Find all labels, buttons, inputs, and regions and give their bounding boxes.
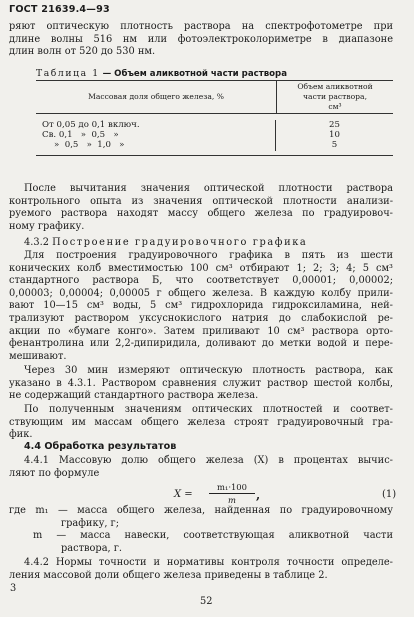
- text-line: мешивают.: [9, 350, 67, 362]
- table-cell: От 0,05 до 0,1 включ.: [42, 120, 140, 130]
- table-body: [36, 114, 393, 155]
- section-4-3-2-heading: [24, 237, 393, 250]
- text-line: Для построения градуировочного графика в пять из шести: [24, 250, 393, 261]
- table-cell: 10: [329, 130, 340, 141]
- table-cell: 25: [329, 120, 340, 130]
- paragraph-6: [9, 557, 393, 582]
- section-number: 4.3.2: [24, 237, 49, 248]
- text-line: ряют оптическую плотность раствора на спектрофотометре при: [9, 21, 393, 32]
- text-line: акции по «бумаге конго». Затем приливают 10 см³ раствора орто-: [9, 325, 393, 337]
- table-col-volume: [276, 120, 393, 151]
- text-line: графику, г;: [61, 517, 119, 529]
- data-table: [36, 80, 393, 156]
- table-header-col1: Массовая доля общего железа, %: [36, 81, 277, 113]
- table-cell: Св. 0,1 » 0,5 »: [42, 130, 119, 141]
- text-line: длин волн от 520 до 530 нм.: [9, 46, 156, 58]
- text-line: Через 30 мин измеряют оптическую плотность раствора, как: [24, 365, 393, 376]
- text-line: контрольного опыта из значения оптической плотности анализи-: [9, 195, 393, 207]
- table-cell: » 0,5 » 1,0 »: [54, 140, 125, 151]
- table-col-range: [36, 120, 276, 151]
- corner-mark: 3: [10, 583, 17, 594]
- section-4-4-heading: 4.4 Обработка результатов: [24, 441, 177, 452]
- text-line: 4.4.1 Массовую долю общего железа (X) в процентах вычис-: [24, 455, 393, 466]
- formula-fraction: [209, 482, 255, 505]
- page-number: 52: [200, 596, 213, 607]
- text-line: 0,00003; 0,00004; 0,00005 г общего железа. В каждую колбу прили-: [9, 287, 393, 299]
- formula-comma: ,: [256, 488, 261, 502]
- paragraph-5: [9, 455, 393, 480]
- text-line: фик.: [9, 429, 33, 441]
- text-line: ляют по формуле: [9, 467, 100, 479]
- formula-denominator: m: [228, 495, 236, 505]
- text-line: не содержащий стандартного раствора железа.: [9, 390, 259, 402]
- paragraph-3: [9, 365, 393, 403]
- formula-number: (1): [382, 489, 397, 500]
- text-line: m — масса навески, соответствующая аликвотной части: [33, 530, 393, 542]
- text-line: По полученным значениям оптических плотностей и соответ-: [24, 404, 393, 415]
- text-line: раствора, г.: [61, 542, 123, 554]
- text-line: фенантролина или 2,2-дипиридила, доливают до метки водой и пере-: [9, 338, 393, 350]
- table-header-row: [36, 81, 393, 114]
- intro-paragraph: [9, 21, 393, 59]
- document-header: ГОСТ 21639.4—93: [9, 4, 110, 15]
- text-line: ления массовой доли общего железа приведены в таблице 2.: [9, 569, 328, 581]
- formula-numerator: m₁·100: [209, 482, 255, 494]
- table-caption-label: Таблица 1: [36, 68, 100, 79]
- text-line: После вычитания значения оптической плотности раствора: [24, 183, 393, 194]
- table-caption: [36, 68, 287, 79]
- text-line: 4.4.2 Нормы точности и нормативы контроля точности определе-: [24, 557, 393, 568]
- table-cell: 5: [331, 140, 338, 151]
- text-line: где m₁ — масса общего железа, найденная по градуировочному: [9, 505, 393, 516]
- text-line: трализуют раствором уксуснокислого натрия до слабокислой ре-: [9, 312, 393, 324]
- formula-legend: [9, 505, 393, 555]
- text-line: указано в 4.3.1. Раствором сравнения служит раствор шестой колбы,: [9, 377, 393, 389]
- table-header-col2: Объем аликвотной части раствора, см³: [297, 82, 373, 111]
- section-title: Построение градуировочного графика: [52, 237, 308, 248]
- text-line: ному графику.: [9, 220, 85, 232]
- text-line: конических колб вместимостью 100 см³ отбирают 1; 2; 3; 4; 5 см³: [9, 262, 393, 274]
- formula-lhs: X =: [174, 489, 193, 500]
- text-line: руемого раствора находят массу общего железа по градуировоч-: [9, 208, 393, 220]
- paragraph-2: [9, 250, 393, 363]
- paragraph-1: [9, 183, 393, 233]
- table-caption-title: — Объем аликвотной части раствора: [102, 69, 288, 79]
- text-line: длине волны 516 нм или фотоэлектроколориметре в диапазоне: [9, 33, 393, 45]
- text-line: вают 10—15 см³ воды, 5 см³ гидрохлорида гидроксиламина, ней-: [9, 300, 393, 312]
- paragraph-4: [9, 404, 393, 442]
- text-line: стандартного раствора Б, что соответствует 0,00001; 0,00002;: [9, 275, 393, 287]
- text-line: ствующим им массам общего железа строят градуировочный гра-: [9, 416, 393, 428]
